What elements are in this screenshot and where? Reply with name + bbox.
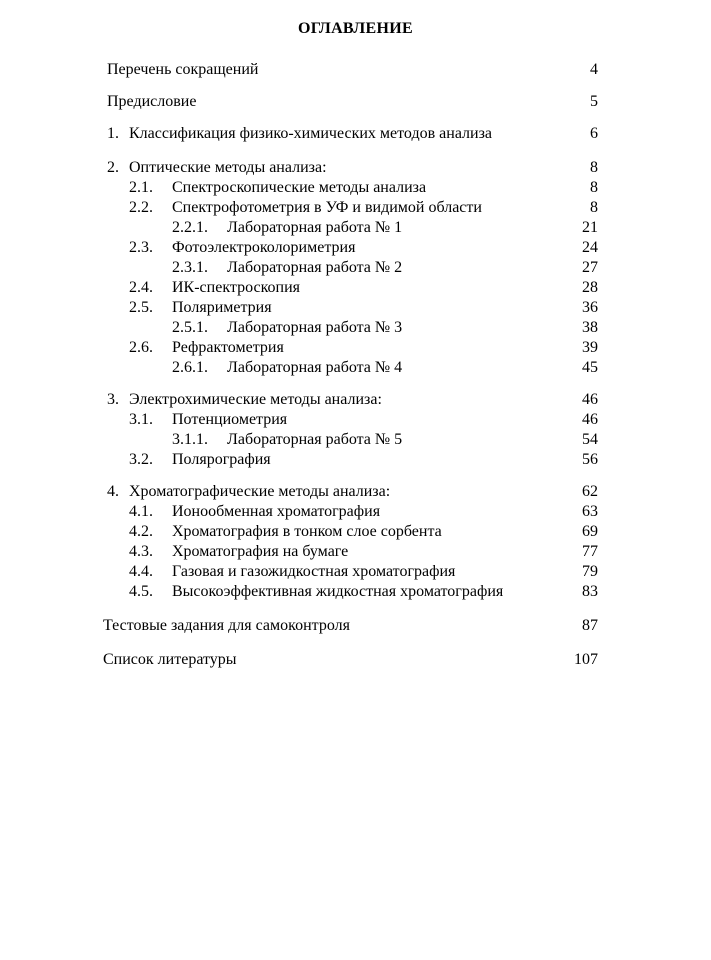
toc-entry-page: 46 bbox=[582, 391, 598, 408]
toc-entry bbox=[0, 390, 598, 410]
toc-entry-number: 1. bbox=[107, 125, 119, 142]
toc-entry-number: 4.2. bbox=[129, 523, 153, 540]
toc-entry bbox=[0, 430, 598, 450]
toc-entry-title: Потенциометрия bbox=[172, 411, 288, 428]
toc-entry-page: 62 bbox=[582, 483, 598, 500]
toc-entry-number: 2.6. bbox=[129, 339, 153, 356]
toc-entry-number: 2.2. bbox=[129, 199, 153, 216]
toc-entry-page: 77 bbox=[582, 543, 598, 560]
toc-entry-title: Электрохимические методы анализа: bbox=[129, 391, 382, 408]
toc-entry-title: ИК-спектроскопия bbox=[172, 279, 301, 296]
toc-title: ОГЛАВЛЕНИЕ bbox=[298, 20, 413, 37]
toc-entry bbox=[0, 60, 598, 80]
toc-entry bbox=[0, 616, 598, 636]
toc-entry bbox=[0, 450, 598, 470]
toc-entry-number: 3.1.1. bbox=[172, 431, 208, 448]
toc-entry-title: Полярография bbox=[172, 451, 271, 468]
toc-entry bbox=[0, 92, 598, 112]
toc-entry bbox=[0, 158, 598, 178]
toc-entry-title: Перечень сокращений bbox=[107, 61, 259, 78]
toc-entry bbox=[0, 562, 598, 582]
toc-entry-title: Ионообменная хроматография bbox=[172, 503, 381, 520]
toc-entry-title: Лабораторная работа № 3 bbox=[227, 319, 403, 336]
toc-entry-title: Хроматография в тонком слое сорбента bbox=[172, 523, 442, 540]
toc-entry bbox=[0, 238, 598, 258]
toc-entry bbox=[0, 178, 598, 198]
toc-entry-page: 56 bbox=[582, 451, 598, 468]
toc-entry-page: 46 bbox=[582, 411, 598, 428]
toc-entry-title: Лабораторная работа № 2 bbox=[227, 259, 403, 276]
toc-entry bbox=[0, 502, 598, 522]
toc-entry-page: 83 bbox=[582, 583, 598, 600]
toc-entry bbox=[0, 278, 598, 298]
toc-entry-number: 3. bbox=[107, 391, 119, 408]
toc-entry bbox=[0, 410, 598, 430]
toc-entry-page: 28 bbox=[582, 279, 598, 296]
toc-entry-number: 4.3. bbox=[129, 543, 153, 560]
toc-entry-title: Лабораторная работа № 1 bbox=[227, 219, 403, 236]
toc-entry-number: 3.1. bbox=[129, 411, 153, 428]
toc-entry bbox=[0, 258, 598, 278]
toc-entry-title: Тестовые задания для самоконтроля bbox=[103, 617, 350, 634]
toc-entry-title: Хроматография на бумаге bbox=[172, 543, 349, 560]
toc-entry-page: 6 bbox=[590, 125, 598, 142]
toc-entry-title: Список литературы bbox=[103, 651, 237, 668]
toc-entry bbox=[0, 482, 598, 502]
toc-entry-page: 27 bbox=[582, 259, 598, 276]
toc-entry-title: Классификация физико-химических методов анализа bbox=[129, 125, 493, 142]
toc-entry-page: 21 bbox=[582, 219, 598, 236]
toc-entry-title: Спектроскопические методы анализа bbox=[172, 179, 427, 196]
toc-entry-page: 39 bbox=[582, 339, 598, 356]
toc-entry-title: Поляриметрия bbox=[172, 299, 272, 316]
toc-entry-page: 107 bbox=[574, 651, 598, 668]
toc-entry bbox=[0, 198, 598, 218]
toc-entry-number: 4.4. bbox=[129, 563, 153, 580]
toc-entry-number: 3.2. bbox=[129, 451, 153, 468]
toc-entry-number: 2.3. bbox=[129, 239, 153, 256]
toc-entry-page: 24 bbox=[582, 239, 598, 256]
toc-entry-title: Предисловие bbox=[107, 93, 197, 110]
toc-entry bbox=[0, 542, 598, 562]
toc-entry-title: Спектрофотометрия в УФ и видимой области bbox=[172, 199, 482, 216]
toc-entry bbox=[0, 298, 598, 318]
toc-entry-title: Рефрактометрия bbox=[172, 339, 284, 356]
toc-entry-page: 69 bbox=[582, 523, 598, 540]
toc-entry-number: 2.4. bbox=[129, 279, 153, 296]
toc-entry-title: Фотоэлектроколориметрия bbox=[172, 239, 356, 256]
toc-entry-page: 87 bbox=[582, 617, 598, 634]
toc-entry bbox=[0, 358, 598, 378]
toc-entry-page: 8 bbox=[590, 199, 598, 216]
toc-entry-title: Газовая и газожидкостная хроматография bbox=[172, 563, 456, 580]
toc-entry-number: 2.5.1. bbox=[172, 319, 208, 336]
toc-entry-number: 4.1. bbox=[129, 503, 153, 520]
toc-entry-page: 8 bbox=[590, 179, 598, 196]
toc-entry-page: 79 bbox=[582, 563, 598, 580]
toc-entry bbox=[0, 124, 598, 144]
toc-entry-number: 2.3.1. bbox=[172, 259, 208, 276]
toc-entry bbox=[0, 218, 598, 238]
toc-entry-title: Высокоэффективная жидкостная хроматография bbox=[172, 583, 504, 600]
toc-entry-title: Хроматографические методы анализа: bbox=[129, 483, 391, 500]
toc-entry-title: Оптические методы анализа: bbox=[129, 159, 327, 176]
toc-entry-number: 2.6.1. bbox=[172, 359, 208, 376]
toc-entry bbox=[0, 522, 598, 542]
toc-entry-title: Лабораторная работа № 5 bbox=[227, 431, 403, 448]
toc-entry-number: 2.1. bbox=[129, 179, 153, 196]
toc-entry-title: Лабораторная работа № 4 bbox=[227, 359, 403, 376]
toc-entry-page: 38 bbox=[582, 319, 598, 336]
toc-entry-page: 36 bbox=[582, 299, 598, 316]
toc-entry-number: 2.5. bbox=[129, 299, 153, 316]
toc-entry-number: 4. bbox=[107, 483, 119, 500]
toc-entry-page: 63 bbox=[582, 503, 598, 520]
toc-entry bbox=[0, 338, 598, 358]
toc-entry-page: 5 bbox=[590, 93, 598, 110]
toc-entry-number: 2. bbox=[107, 159, 119, 176]
toc-entry-number: 4.5. bbox=[129, 583, 153, 600]
toc-entry-page: 8 bbox=[590, 159, 598, 176]
toc-entry-page: 4 bbox=[590, 61, 598, 78]
toc-entry-page: 45 bbox=[582, 359, 598, 376]
toc-entry bbox=[0, 650, 598, 670]
toc-entry-number: 2.2.1. bbox=[172, 219, 208, 236]
toc-entry bbox=[0, 582, 598, 602]
toc-entry-page: 54 bbox=[582, 431, 598, 448]
toc-entry bbox=[0, 318, 598, 338]
